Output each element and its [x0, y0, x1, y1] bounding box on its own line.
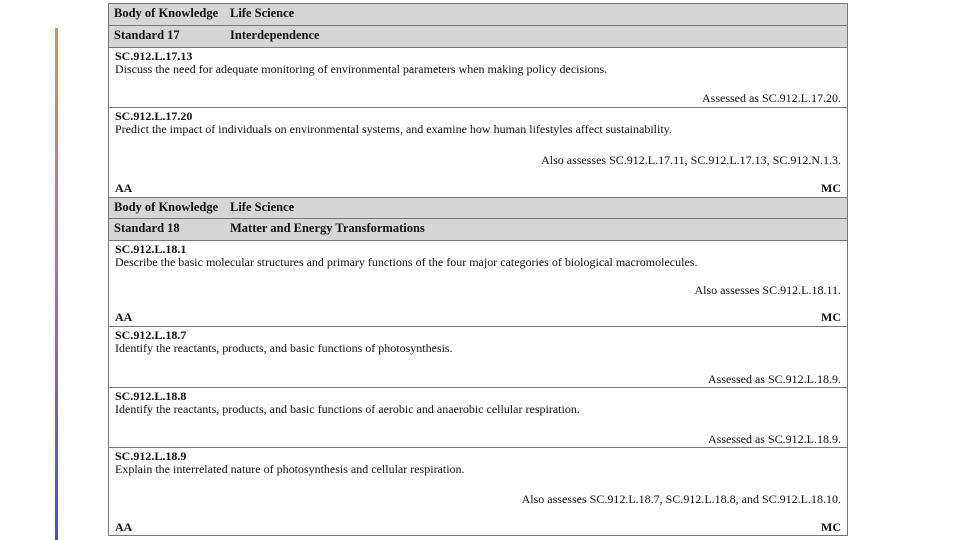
benchmark-code: SC.912.L.18.1	[115, 242, 187, 256]
benchmark-description: Identify the reactants, products, and basic functions of photosynthesis.	[115, 341, 453, 355]
body-of-knowledge-row	[109, 197, 847, 218]
cognitive-tag-left: AA	[115, 310, 133, 324]
benchmark-description: Discuss the need for adequate monitoring of environmental parameters when making policy decisions.	[115, 62, 608, 76]
benchmark-code: SC.912.L.18.7	[115, 328, 187, 342]
body-of-knowledge-value: Life Science	[230, 200, 295, 214]
standard-label: Standard 18	[114, 221, 180, 235]
body-of-knowledge-label: Body of Knowledge	[114, 200, 219, 214]
cognitive-tag-left: AA	[115, 520, 133, 534]
benchmark-row	[109, 107, 847, 197]
benchmark-assessment: Also assesses SC.912.L.18.11.	[694, 283, 841, 297]
benchmark-description: Identify the reactants, products, and basic functions of aerobic and anaerobic cellular respiration.	[115, 402, 580, 416]
body-of-knowledge-row	[109, 4, 847, 25]
benchmark-assessment: Also assesses SC.912.L.18.7, SC.912.L.18.8, and SC.912.L.18.10.	[521, 492, 841, 506]
benchmark-assessment: Also assesses SC.912.L.17.11, SC.912.L.17.13, SC.912.N.1.3.	[541, 153, 841, 167]
benchmark-code: SC.912.L.18.8	[115, 389, 187, 403]
item-type-tag: MC	[821, 181, 841, 195]
standard-title: Matter and Energy Transformations	[230, 221, 425, 235]
benchmark-code: SC.912.L.18.9	[115, 449, 187, 463]
benchmark-row	[109, 47, 847, 107]
body-of-knowledge-value: Life Science	[230, 6, 295, 20]
standard-title: Interdependence	[230, 28, 320, 42]
benchmark-code: SC.912.L.17.20	[115, 109, 193, 123]
standard-row	[109, 25, 847, 47]
standards-table	[108, 3, 848, 536]
benchmark-assessment: Assessed as SC.912.L.17.20.	[701, 91, 841, 105]
benchmark-description: Describe the basic molecular structures and primary functions of the four major categories of biological macromolecules.	[115, 255, 698, 269]
benchmark-assessment: Assessed as SC.912.L.18.9.	[707, 372, 841, 386]
body-of-knowledge-label: Body of Knowledge	[114, 6, 219, 20]
standard-label: Standard 17	[114, 28, 180, 42]
benchmark-code: SC.912.L.17.13	[115, 49, 193, 63]
benchmark-description: Explain the interrelated nature of photosynthesis and cellular respiration.	[115, 462, 465, 476]
item-type-tag: MC	[821, 520, 841, 534]
cognitive-tag-left: AA	[115, 181, 133, 195]
benchmark-row	[109, 447, 847, 536]
accent-bar	[55, 28, 58, 540]
benchmark-row	[109, 387, 847, 447]
benchmark-assessment: Assessed as SC.912.L.18.9.	[707, 432, 841, 446]
benchmark-row	[109, 240, 847, 326]
benchmark-description: Predict the impact of individuals on environmental systems, and examine how human lifestyles affect sustainability.	[115, 122, 672, 136]
standard-row	[109, 218, 847, 240]
item-type-tag: MC	[821, 310, 841, 324]
benchmark-row	[109, 326, 847, 387]
